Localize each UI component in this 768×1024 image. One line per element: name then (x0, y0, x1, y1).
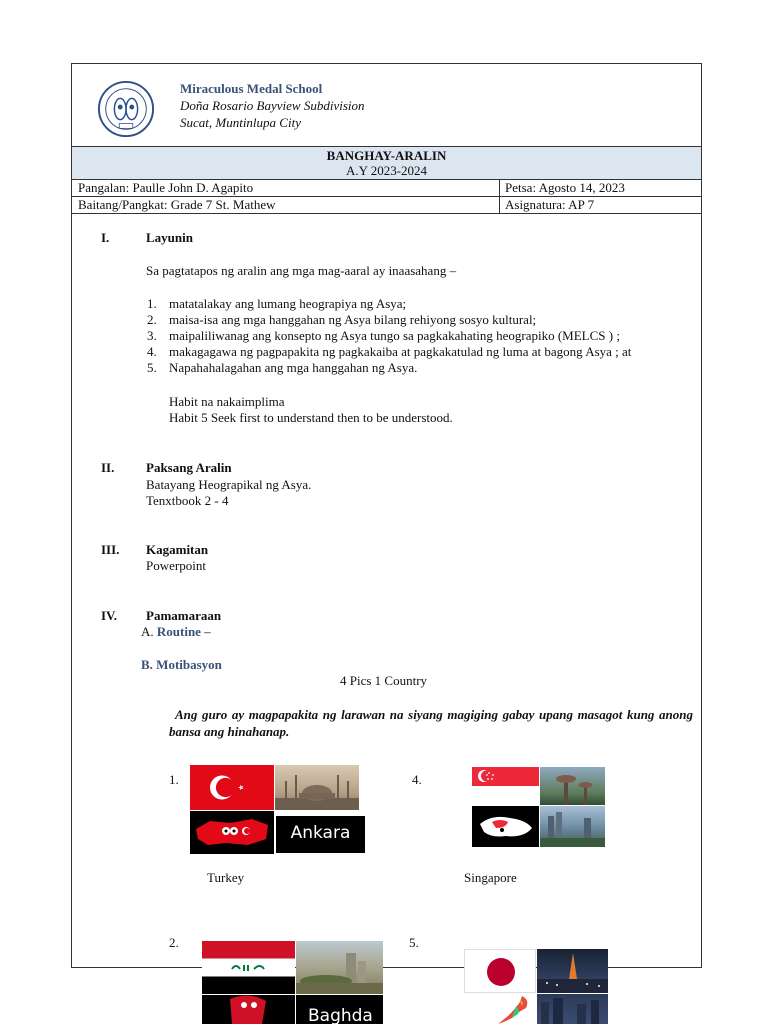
pangalan-field: Pangalan: Paulle John D. Agapito (78, 180, 254, 195)
baitang-field: Baitang/Pangkat: Grade 7 St. Mathew (78, 197, 276, 212)
routine-line: A. Routine – (141, 624, 211, 639)
section-1-title: Layunin (146, 230, 193, 245)
lesson-plan-page (71, 63, 702, 968)
pic-number-5: 5. (409, 935, 419, 950)
iraq-flag-image (202, 941, 295, 994)
mosque-photo (275, 765, 359, 810)
pic-number-4: 4. (412, 772, 422, 787)
singapore-flag-image (472, 767, 539, 805)
singapore-map-image (472, 806, 539, 847)
habit-label: Habit na nakaimplima (169, 394, 285, 409)
section-2-number: II. (101, 460, 115, 475)
document-title: BANGHAY-ARALIN (326, 148, 447, 163)
section-2-title: Paksang Aralin (146, 460, 232, 475)
gardens-photo (540, 767, 605, 805)
petsa-field: Petsa: Agosto 14, 2023 (505, 180, 625, 195)
game-title: 4 Pics 1 Country (340, 673, 428, 688)
info-row-grade (72, 197, 701, 214)
city-skyline-photo (540, 806, 605, 847)
section-3-line-1: Powerpoint (146, 558, 206, 573)
info-row-name (72, 180, 701, 197)
iraq-map-image (202, 995, 295, 1024)
pic-number-1: 1. (169, 772, 179, 787)
section-1-number: I. (101, 230, 110, 245)
section-4-title: Pamamaraan (146, 608, 222, 623)
tokyo-night-photo (537, 949, 608, 993)
school-address-2: Sucat, Muntinlupa City (180, 115, 301, 130)
section-2-line-2: Tenxtbook 2 - 4 (146, 493, 229, 508)
title-banner (72, 146, 701, 180)
instruction-text: Ang guro ay magpapakita ng larawan na siyang magiging gabay upang masagot kung anong bansa ang hinahanap. (169, 707, 693, 739)
school-seal-logo (97, 80, 155, 138)
pic-answer-1: Turkey (207, 870, 245, 885)
pic-number-2: 2. (169, 935, 179, 950)
school-address-1: Doña Rosario Bayview Subdivision (180, 98, 365, 113)
japan-map-image (494, 994, 536, 1024)
pic-caption-1: Ankara (276, 816, 365, 853)
section-2-line-1: Batayang Heograpikal ng Asya. (146, 477, 312, 492)
academic-year: A.Y 2023-2024 (345, 163, 428, 178)
asignatura-field: Asignatura: AP 7 (505, 197, 595, 212)
turkey-map-image (190, 811, 274, 854)
japan-flag-image (464, 949, 536, 993)
section-3-number: III. (101, 542, 120, 557)
pic-answer-4: Singapore (464, 870, 517, 885)
school-name: Miraculous Medal School (180, 81, 323, 96)
turkey-flag-image (190, 765, 274, 810)
school-info (180, 80, 365, 131)
motibasyon-heading: B. Motibasyon (141, 657, 222, 672)
habit-text: Habit 5 Seek first to understand then to be understood. (169, 410, 453, 425)
pic-caption-2: Baghda (296, 995, 383, 1024)
section-4-number: IV. (101, 608, 118, 623)
section-3-title: Kagamitan (146, 542, 209, 557)
baghdad-photo (296, 941, 383, 994)
tokyo-city-photo (537, 994, 608, 1024)
objectives-intro: Sa pagtatapos ng aralin ang mga mag-aaral ay inaasahang – (146, 263, 457, 278)
